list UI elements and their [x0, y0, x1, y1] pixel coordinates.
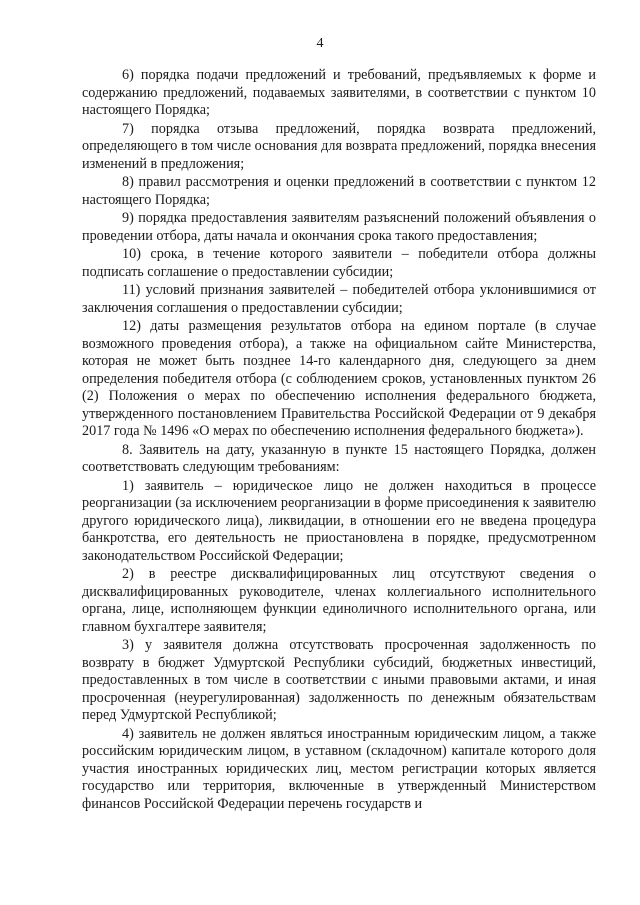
page-number: 4 — [316, 36, 324, 51]
paragraph-item-10: 10) срока, в течение которого заявители – победители отбора должны подписать соглашение о предоставлении субсидии; — [82, 246, 596, 280]
paragraph-item-9: 9) порядка предоставления заявителям разъяснений положений объявления о проведении отбора, даты начала и окончания срока такого предоставления; — [82, 210, 596, 244]
requirement-1: 1) заявитель – юридическое лицо не должен находиться в процессе реорганизации (за исключением реорганизации в форме присоединения к заявителю другого юридического лица), ликвидации, в отношении его не введена процедура банкротства, его деятельность не приостановлена в порядке, предусмотренном законодательством Российской Федерации; — [82, 477, 596, 564]
section-8-intro: 8. Заявитель на дату, указанную в пункте 15 настоящего Порядка, должен соответствовать следующим требованиям: — [82, 441, 596, 475]
paragraph-item-6: 6) порядка подачи предложений и требований, предъявляемых к форме и содержанию предложений, подаваемых заявителями, в соответствии с пунктом 10 настоящего Порядка; — [82, 67, 596, 118]
paragraph-item-7: 7) порядка отзыва предложений, порядка возврата предложений, определяющего в том числе основания для возврата предложений, порядка внесения изменений в предложения; — [82, 120, 596, 172]
paragraph-item-11: 11) условий признания заявителей – победителей отбора уклонившимися от заключения соглашения о предоставлении субсидии; — [82, 282, 596, 316]
requirement-2: 2) в реестре дисквалифицированных лиц отсутствуют сведения о дисквалифицированных руководителе, членах коллегиального исполнительного органа, лице, исполняющем функции единоличного исполнительного органа, или главном бухгалтере заявителя; — [82, 566, 596, 635]
requirement-4: 4) заявитель не должен являться иностранным юридическим лицом, а также российским юридическим лицом, в уставном (складочном) капитале которого доля участия иностранных юридических лиц, местом регистрации которых является государство или территория, включенные в утвержденный Министерством финансов Российской Федерации перечень государств и — [82, 725, 596, 812]
document-body — [82, 67, 596, 813]
requirement-3: 3) у заявителя должна отсутствовать просроченная задолженность по возврату в бюджет Удмуртской Республики субсидий, бюджетных инвестиций, предоставленных в том числе в соответствии с иными правовыми актами, и иная просроченная (неурегулированная) задолженность по денежным обязательствам перед Удмуртской Республикой; — [82, 637, 596, 723]
paragraph-item-12: 12) даты размещения результатов отбора на едином портале (в случае возможного проведения отбора), а также на официальном сайте Министерства, которая не может быть позднее 14-го календарного дня, следующего за днем определения победителя отбора (с соблюдением сроков, установленных пунктом 26 (2) Положения о мерах по обеспечению исполнения федерального бюджета, утвержденного постановлением Правительства Российской Федерации от 9 декабря 2017 года № 1496 «О мерах по обеспечению исполнения федерального бюджета»). — [82, 318, 596, 439]
paragraph-item-8: 8) правил рассмотрения и оценки предложений в соответствии с пунктом 12 настоящего Порядка; — [82, 174, 596, 208]
